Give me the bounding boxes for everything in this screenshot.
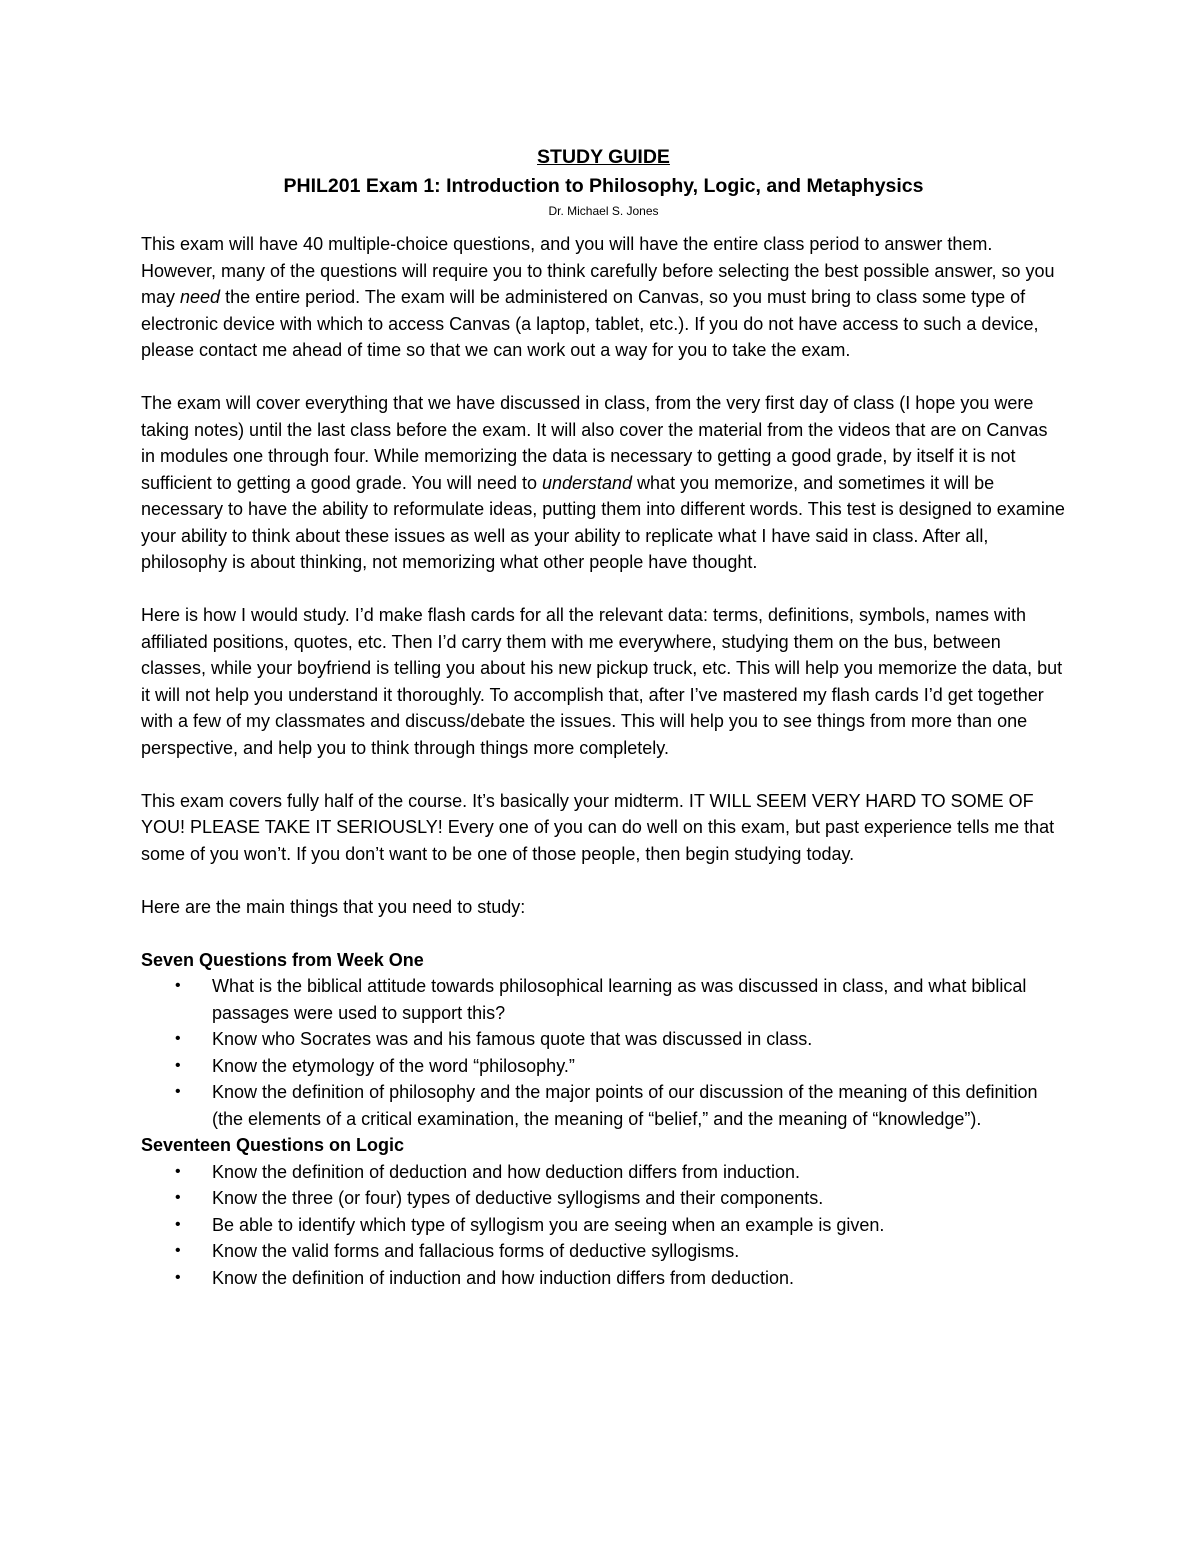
intro-paragraph-1 <box>141 231 1066 364</box>
list-item-text: Know the definition of induction and how induction differs from deduction. <box>212 1267 795 1288</box>
intro-paragraph-5: Here are the main things that you need to study: <box>141 896 526 917</box>
section-list-week-one <box>141 973 1066 1132</box>
list-item-text: Know the definition of deduction and how deduction differs from induction. <box>212 1161 801 1182</box>
list-item-text: What is the biblical attitude towards philosophical learning as was discussed in class, and what biblical passages were used to support this? <box>212 976 1027 1023</box>
list-item <box>141 1026 1066 1053</box>
bullet-icon: • <box>175 1242 181 1259</box>
list-item-text: Know the three (or four) types of deductive syllogisms and their components. <box>212 1188 824 1208</box>
intro-paragraph-2-text-b: what you memorize, and sometimes it will be necessary to have the ability to reformulate ideas, putting them into different words. This test is designed to examine your ability to think about these issues as well as your ability to replicate what I have said in class. After all, philosophy is about thinking, not memorizing what other people have thought. <box>141 472 1065 572</box>
document-subtitle: PHIL201 Exam 1: Introduction to Philosophy, Logic, and Metaphysics <box>283 175 924 197</box>
list-item-text: Know the etymology of the word “philosophy.” <box>212 1055 575 1076</box>
intro-paragraph-4: This exam covers fully half of the course. It’s basically your midterm. IT WILL SEEM VERY HARD TO SOME OF YOU! PLEASE TAKE IT SERIOUSLY! Every one of you can do well on this exam, but past experience tells me that some of you won’t. If you don’t want to be one of those people, then begin studying today. <box>141 790 1055 864</box>
bullet-icon: • <box>175 1030 181 1047</box>
list-item-text: Know the definition of philosophy and the major points of our discussion of the meaning of this definition (the elements of a critical examination, the meaning of “belief,” and the meaning of “knowledge”). <box>212 1082 1038 1129</box>
list-item <box>141 1265 1066 1292</box>
intro-paragraph-1-text-b: the entire period. The exam will be administered on Canvas, so you must bring to class some type of electronic device with which to access Canvas (a laptop, tablet, etc.). If you do not have access to such a device, please contact me ahead of time so that we can work out a way for you to take the exam. <box>141 287 1039 360</box>
list-item <box>141 1212 1066 1239</box>
list-item-text: Be able to identify which type of syllogism you are seeing when an example is given. <box>212 1214 885 1235</box>
list-item-text: Know who Socrates was and his famous quote that was discussed in class. <box>212 1029 813 1049</box>
bullet-icon: • <box>175 977 181 994</box>
intro-paragraph-1-emphasis: need <box>180 287 221 307</box>
list-item <box>141 1185 1066 1212</box>
bullet-icon: • <box>175 1215 181 1233</box>
list-item <box>141 1053 1066 1080</box>
section-heading-week-one: Seven Questions from Week One <box>141 949 424 970</box>
list-item-text: Know the valid forms and fallacious forms of deductive syllogisms. <box>212 1241 740 1261</box>
document-author: Dr. Michael S. Jones <box>548 204 659 218</box>
document-title: STUDY GUIDE <box>537 146 670 168</box>
intro-paragraph-2-emphasis: understand <box>541 472 633 493</box>
intro-paragraph-3: Here is how I would study. I’d make flash cards for all the relevant data: terms, definitions, symbols, names with affiliated positions, quotes, etc. Then I’d carry them with me everywhere, studying them on the bus, between classes, while your boyfriend is telling you about his new pickup truck, etc. This will help you memorize the data, but it will not help you understand it thoroughly. To accomplish that, after I’ve mastered my flash cards I’d get together with a few of my classmates and discuss/debate the issues. This will help you to see things from more than one perspective, and help you to think through things more completely. <box>141 605 1063 758</box>
section-list-logic <box>141 1159 1066 1292</box>
list-item <box>141 1079 1066 1132</box>
intro-paragraph-2-text-a: The exam will cover everything that we have discussed in class, from the very first day of class (I hope you were taking notes) until the last class before the exam. It will also cover the material from the videos that are on Canvas in modules one through four. While memorizing the data is necessary to getting a good grade, by itself it is not sufficient to getting a good grade. You will need to <box>141 393 1048 493</box>
bullet-icon: • <box>175 1162 181 1180</box>
bullet-icon: • <box>175 1189 181 1206</box>
bullet-icon: • <box>175 1268 181 1286</box>
bullet-icon: • <box>175 1083 181 1100</box>
intro-paragraph-1-text-a: This exam will have 40 multiple-choice questions, and you will have the entire class period to answer them. However, many of the questions will require you to think carefully before selecting the best possible answer, so you may <box>141 234 1055 307</box>
section-heading-logic: Seventeen Questions on Logic <box>141 1135 405 1155</box>
list-item <box>141 1159 1066 1186</box>
list-item <box>141 973 1066 1026</box>
list-item <box>141 1238 1066 1265</box>
bullet-icon: • <box>175 1056 181 1074</box>
intro-paragraph-2 <box>141 390 1066 576</box>
document-body <box>141 143 1066 1291</box>
